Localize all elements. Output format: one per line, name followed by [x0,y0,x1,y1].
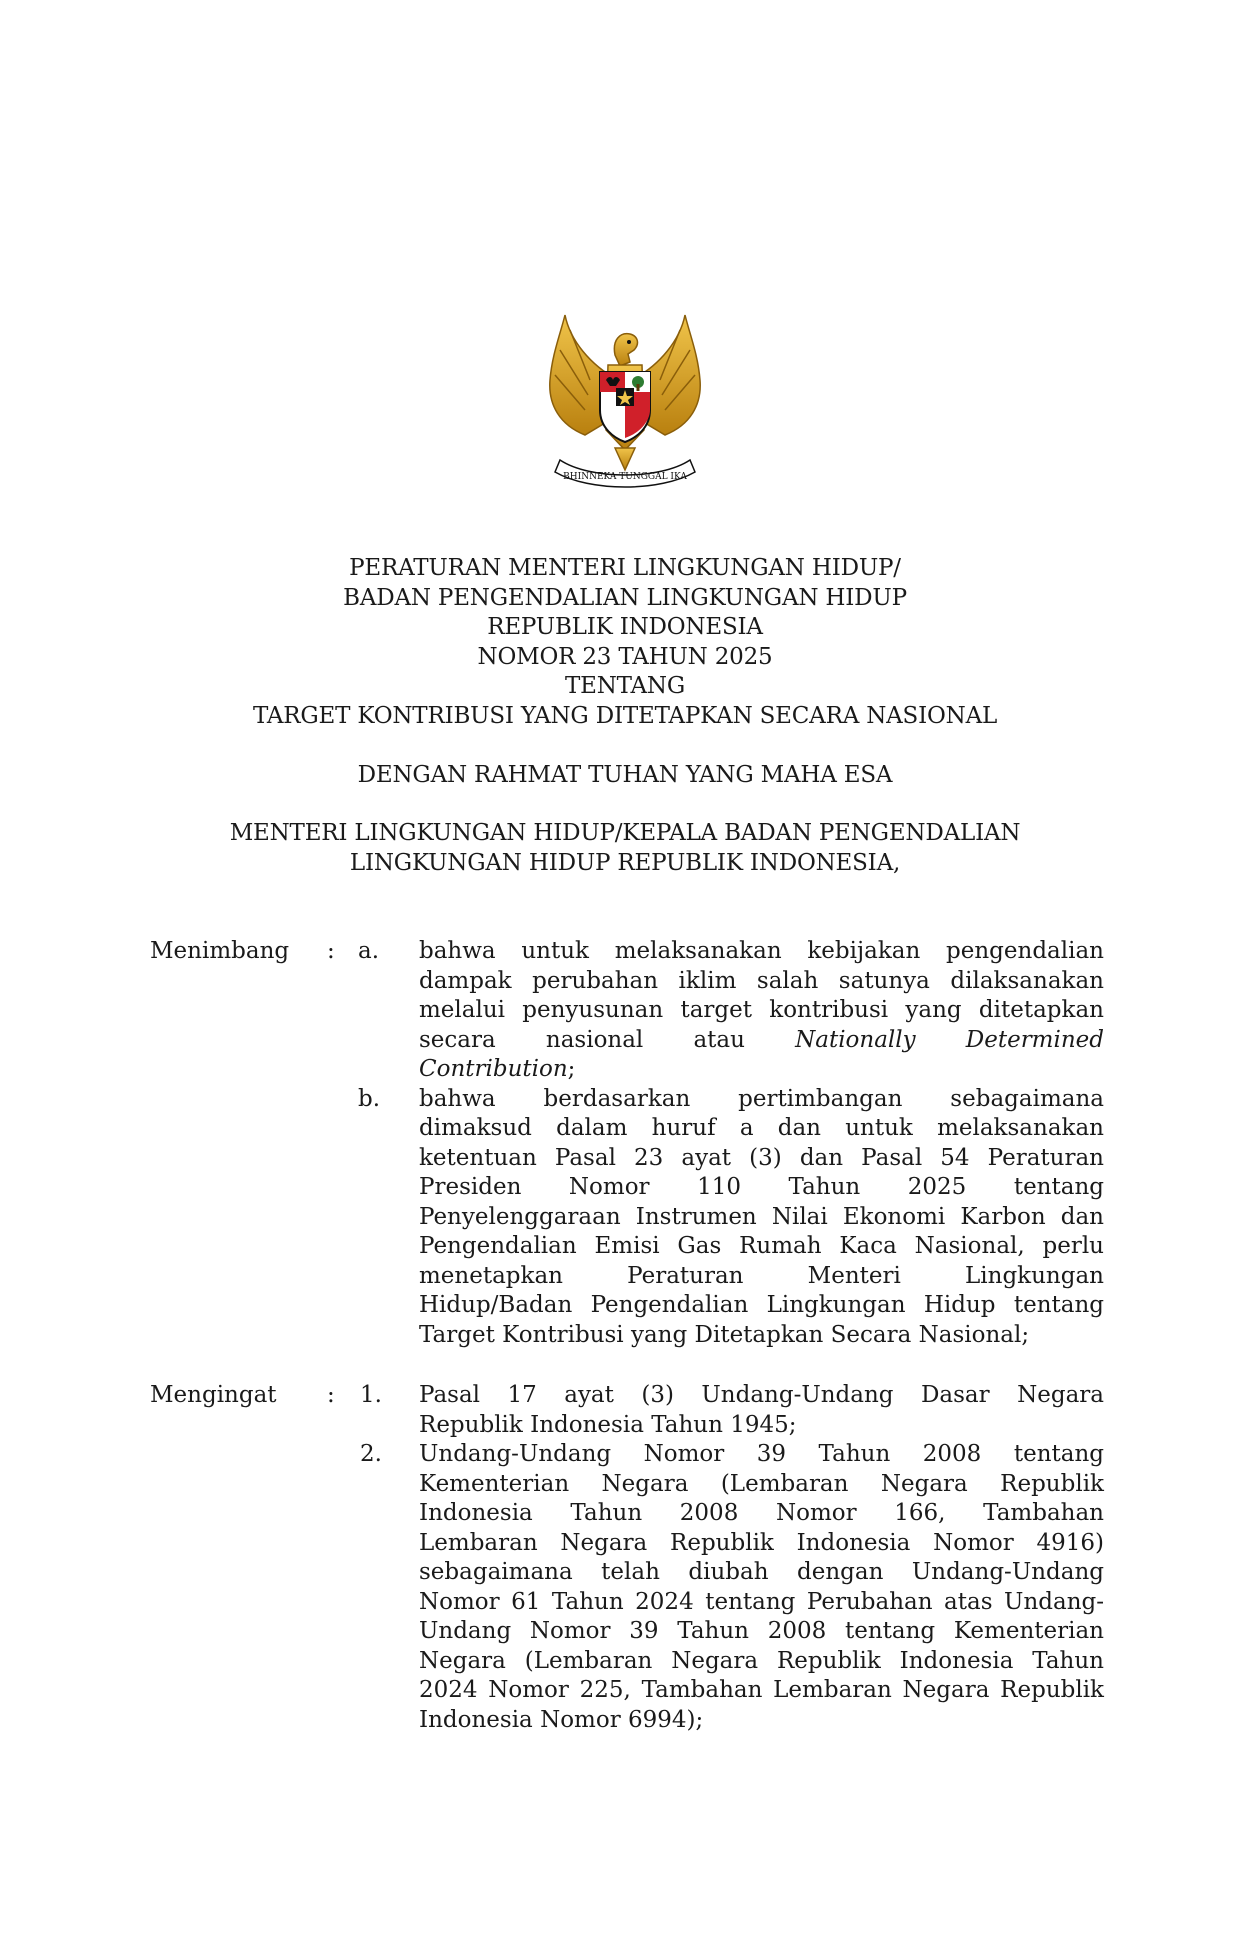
mengingat-item-2 [150,1440,1105,1735]
item-marker: 1. [360,1382,382,1408]
title-line: TARGET KONTRIBUSI YANG DITETAPKAN SECARA NASIONAL [252,702,998,729]
menimbang-item-a [150,937,1105,1085]
text-line: Hidup/Badan Pengendalian Lingkungan Hidup tentang [419,1292,1104,1318]
text-line: Pengendalian Emisi Gas Rumah Kaca Nasional, perlu [419,1233,1104,1259]
menimbang-item-b [150,1085,1105,1351]
text-line: Pasal 17 ayat (3) Undang-Undang Dasar Negara [419,1382,1104,1408]
mengingat-item-1 [150,1381,1105,1440]
regulation-title [150,554,1100,731]
title-line: REPUBLIK INDONESIA [487,614,763,640]
text-line: Presiden Nomor 110 Tahun 2025 tentang [419,1174,1104,1200]
text-line: Republik Indonesia Tahun 1945; [419,1411,797,1438]
item-text [419,1381,1104,1440]
text-line: Negara (Lembaran Negara Republik Indonesia Tahun [419,1647,1104,1674]
text-line: Indonesia Nomor 6994); [419,1706,704,1733]
section-colon: : [327,1382,335,1408]
title-line: TENTANG [564,673,686,699]
text-line: dampak perubahan iklim salah satunya dilaksanakan [419,967,1104,994]
section-colon: : [327,938,335,964]
item-text [419,1085,1104,1351]
item-text [419,1440,1104,1735]
minister-line: MENTERI LINGKUNGAN HIDUP/KEPALA BADAN PENGENDALIAN [229,820,1021,846]
text-line: dimaksud dalam huruf a dan untuk melaksanakan [419,1115,1104,1141]
text-line: Indonesia Tahun 2008 Nomor 166, Tambahan [419,1500,1104,1526]
rahmat-text: DENGAN RAHMAT TUHAN YANG MAHA ESA [357,762,893,788]
italic-term: Contribution [419,1056,568,1082]
text-line: Nomor 61 Tahun 2024 tentang Perubahan atas Undang- [419,1588,1104,1615]
text-line: Undang Nomor 39 Tahun 2008 tentang Kementerian [419,1618,1104,1644]
text-line: Penyelenggaraan Instrumen Nilai Ekonomi Karbon dan [419,1203,1104,1230]
text-line: Target Kontribusi yang Ditetapkan Secara Nasional; [419,1321,1030,1348]
text-line [419,1055,1104,1085]
italic-term: Nationally Determined [795,1026,1104,1053]
item-marker: a. [358,938,380,964]
minister-heading [150,819,1100,878]
text-line: melalui penyusunan target kontribusi yang ditetapkan [419,997,1104,1023]
menimbang-section [150,937,1105,1350]
text-line: bahwa untuk melaksanakan kebijakan pengendalian [419,938,1104,964]
text-line: menetapkan Peraturan Menteri Lingkungan [419,1262,1104,1289]
garuda-emblem-icon [530,310,720,500]
emblem-motto: BHINNEKA TUNGGAL IKA [563,472,687,482]
title-line: NOMOR 23 TAHUN 2025 [477,643,773,670]
text-line: Lembaran Negara Republik Indonesia Nomor 4916) [419,1529,1104,1556]
title-line: BADAN PENGENDALIAN LINGKUNGAN HIDUP [343,584,907,611]
text-line: bahwa berdasarkan pertimbangan sebagaimana [419,1085,1104,1112]
section-label: Mengingat [150,1382,277,1408]
mengingat-section [150,1381,1105,1735]
rahmat-line [150,761,1100,791]
section-label: Menimbang [150,938,290,964]
text-line: 2024 Nomor 225, Tambahan Lembaran Negara Republik [419,1677,1104,1703]
title-line: PERATURAN MENTERI LINGKUNGAN HIDUP/ [349,555,901,581]
text-line: ketentuan Pasal 23 ayat (3) dan Pasal 54 Peraturan [419,1144,1104,1171]
text-line: sebagaimana telah diubah dengan Undang-Undang [419,1559,1104,1585]
text-run: secara nasional atau [419,1026,796,1053]
item-marker: b. [358,1085,381,1112]
minister-line: LINGKUNGAN HIDUP REPUBLIK INDONESIA, [349,849,901,876]
text-line [419,1026,1104,1056]
item-text [419,937,1104,1085]
text-line: Undang-Undang Nomor 39 Tahun 2008 tentang [419,1441,1104,1467]
text-line: Kementerian Negara (Lembaran Negara Republik [419,1470,1104,1497]
item-marker: 2. [360,1441,382,1467]
text-run: ; [567,1056,576,1082]
